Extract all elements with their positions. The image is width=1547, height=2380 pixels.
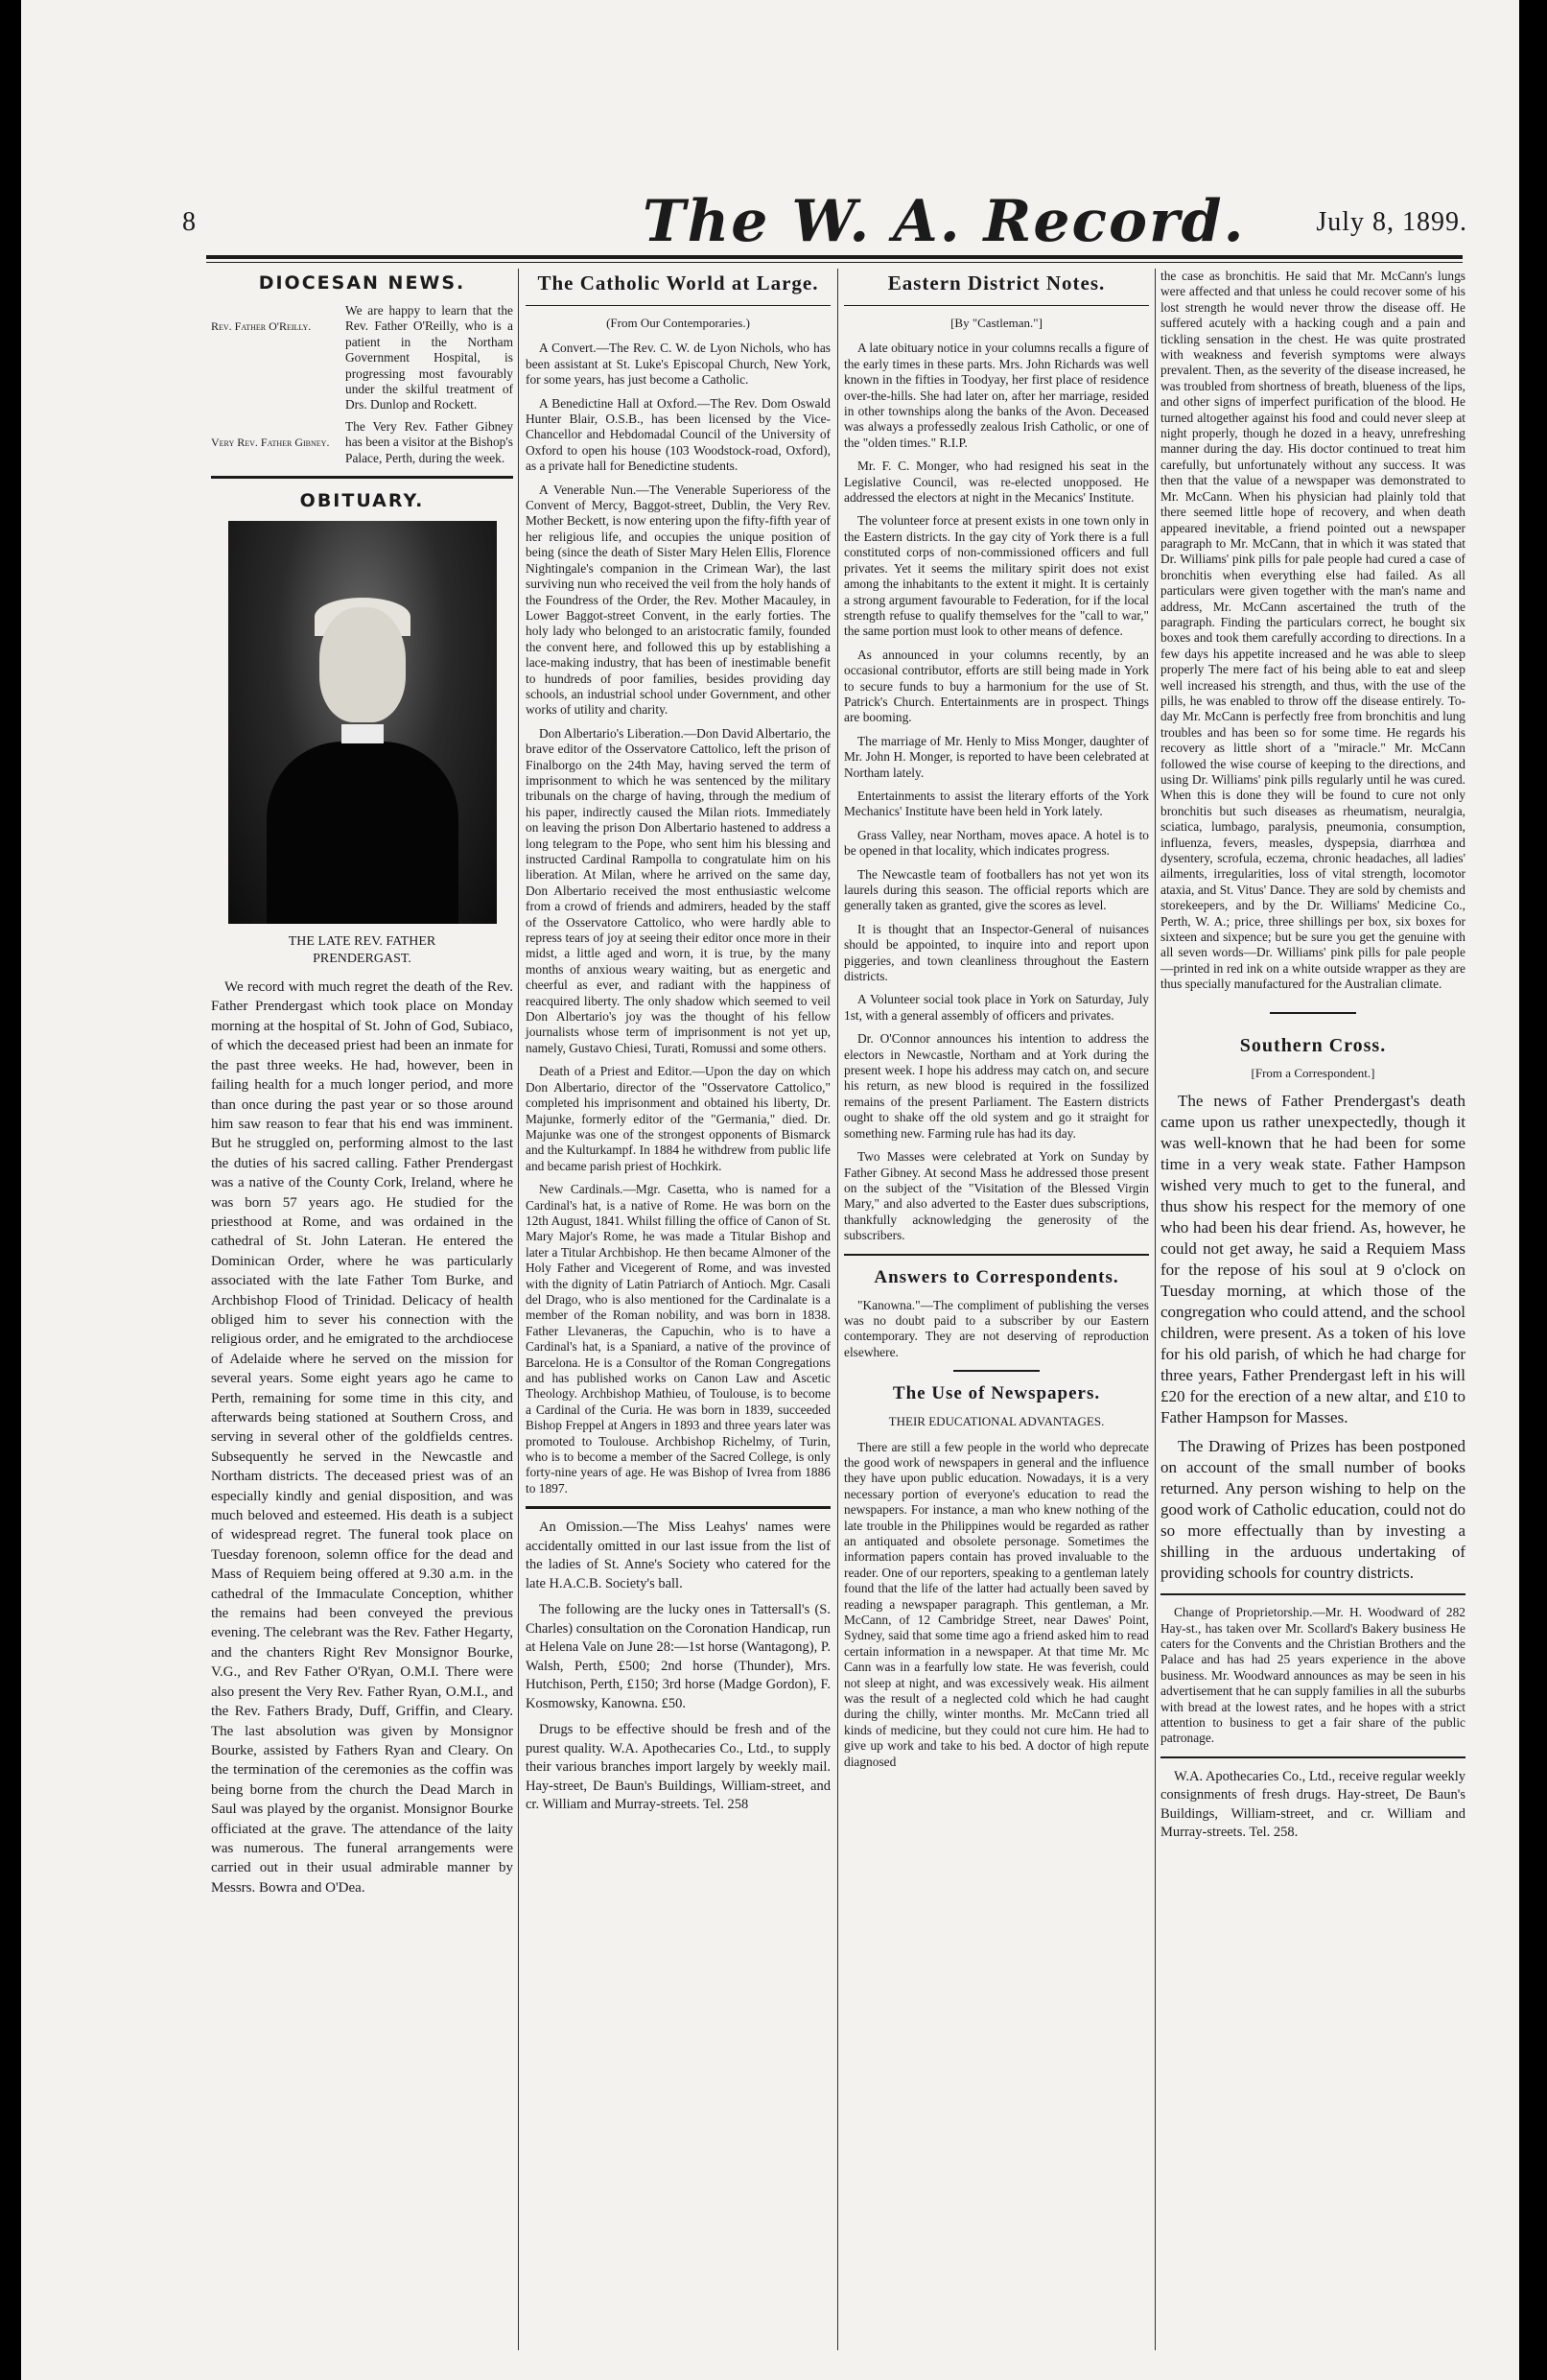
masthead [182, 188, 1467, 259]
article-paragraph: Change of Proprietorship.—Mr. H. Woodward of 282 Hay-st., has taken over Mr. Scollard's Bakery business He caters for the Convents and the Christian Brothers and the Palace and has had 25 years experience in the above business. Mr. Woodward announces as may be seen in his advertisement that he can supply families in all the suburbs with bread at the lowest rates, and he hopes with a strict attention to business to get a fair share of the public patronage. [1160, 1605, 1465, 1746]
note-label: Very Rev. Father Gibney. [211, 435, 330, 449]
article-paragraph: Grass Valley, near Northam, moves apace. A hotel is to be opened in that locality, which indicates progress. [844, 827, 1149, 859]
article-paragraph: Drugs to be effective should be fresh and of the purest quality. W.A. Apothecaries Co., Ltd., to supply their various branches import largely by weekly mail. Hay-street, De Baun's Buildings, William-street, and cr. William and Murray-streets. Tel. 258 [526, 1722, 831, 1813]
note-father-oreilly [211, 303, 513, 413]
section-divider [1160, 1593, 1465, 1595]
column-eastern-district [844, 269, 1149, 1778]
note-label: Rev. Father O'Reilly. [211, 319, 312, 333]
article-paragraph: Dr. O'Connor announces his intention to address the electors in Newcastle, Northam and at York during the present week. I hope his address may catch on, and secure his return, as new blood is required in the fossilized remains of the present Parliament. The Eastern districts ought to shake off the old system and go it straight for something new. Farming rule has had its day. [844, 1031, 1149, 1141]
note-text: We are happy to learn that the Rev. Father O'Reilly, who is a patient in the Northam Government Hospital, is progressing most favourably under the skilful treatment of Drs. Dunlop and Rockett. [345, 303, 513, 412]
article-paragraph: Two Masses were celebrated at York on Sunday by Father Gibney. At second Mass he addressed those present on the subject of the "Visitation of the Blessed Virgin Mary," and also adverted to the Easter dues subscriptions, thankfully acknowledging the generosity of the subscribers. [844, 1149, 1149, 1243]
section-divider [211, 476, 513, 479]
article-paragraph: The following are the lucky ones in Tattersall's (S. Charles) consultation on the Coronation Handicap, run at Helena Vale on June 28:—1st horse (Wantagong), P. Walsh, Perth, £500; 2nd horse (Thunder), Mrs. Hutchison, Perth, £150; 3rd horse (Madge Gordon), F. Kosmowsky, Kanowna. £50. [526, 1602, 831, 1711]
article-paragraph: New Cardinals.—Mgr. Casetta, who is named for a Cardinal's hat, is a native of Rome. He was born on the 12th August, 1841. Whilst filling the office of Canon of St. Mary Major's Rome, he was made a Titular Bishop and later a Titular Archbishop. He then became Almoner of the Holy Father and Vicegerent of Rome, and was invested with the dignity of Latin Patriarch of Antioch. Mgr. Casali del Drago, who is also mentioned for the Cardinalate is a member of the Roman nobility, and was born in 1838. Father Llevaneras, the Capuchin, who is to have a Cardinal's hat, is a Spaniard, a native of the province of Barcelona. He is a Consultor of the Roman Congregations and has published works on Canon Law and Ascetic Theology. Archbishop Mathieu, of Toulouse, is to become a Cardinal of the Curia. He was born in 1839, succeeded Bishop Freppel at Angers in 1893 and three years later was promoted to Toulouse. Archbishop Richelmy, of Turin, who is to become a member of the Sacred College, is only forty-nine years of age. He was Bishop of Ivrea from 1886 to 1897. [526, 1182, 831, 1496]
diocesan-news-heading: DIOCESAN NEWS. [258, 272, 466, 294]
article-paragraph: A Benedictine Hall at Oxford.—The Rev. Dom Oswald Hunter Blair, O.S.B., has been licensed by the Vice-Chancellor and Hebdomadal Council of the University of Oxford to open his house (103 Woodstock-road, Oxford), as a private hall for Benedictine students. [526, 395, 831, 474]
article-paragraph: As announced in your columns recently, by an occasional contributor, efforts are still being made in York to secure funds to buy a harmonium for the use of St. Patrick's Church. Entertainments are in prospect. Things are booming. [844, 647, 1149, 725]
obituary-text: We record with much regret the death of the Rev. Father Prendergast which took place on Monday morning at the hospital of St. John of God, Subiaco, of which the deceased priest had been an inmate for the past three weeks. He had, however, been in failing health for a much longer period, and more than once during the past year or so those around him saw reason to fear that his end was imminent. But he struggled on, performing almost to the last the duties of his sacred calling. Father Prendergast was a native of the County Cork, Ireland, where he was born 57 years ago. He studied for the priesthood at Rome, and was ordained in the cathedral of St. John Lateran. He entered the Dominican Order, where he was particularly associated with the late Father Tom Burke, and Archbishop Flood of Trinidad. Delicacy of health obliged him to sever his connection with the religious order, and he emigrated to the archdiocese of Adelaide where he served on the mission for several years. Some eight years ago he came to Perth, remaining for some time in this city, and afterwards being stationed at Southern Cross, and serving in several other of the goldfields centres. Subsequently he served in the Newcastle and Northam districts. The deceased priest was of an especially kindly and genial disposition, and was much beloved and esteemed. His death is a subject of widespread regret. The funeral took place on Tuesday forenoon, solemn office for the dead and Mass of Requiem being offered at 9.30 a.m. in the cathedral of the Immaculate Conception, whither the remains had been conveyed the previous evening. The celebrant was the Rev. Father Hegarty, and the chanters Right Rev Monsignor Bourke, V.G., and Rev Father O'Ryan, O.M.I. There were also present the Very Rev. Father Ryan, O.M.I., and the Rev. Fathers Brady, Duff, Griffin, and Cleary. The last absolution was given by Monsignor Bourke, assisted by Fathers Ryan and Cleary. On the termination of the ceremonies as the coffin was being borne from the church the Dead March in Saul was played by the organist. Monsignor Bourke officiated at the grave. The attendance of the laity was numerous. The funeral arrangements were carried out in their usual admirable manner by Messrs. Bowra and O'Dea. [211, 979, 513, 1896]
column-continued [1160, 269, 1465, 1850]
section-divider [1160, 1756, 1465, 1758]
newspapers-heading: The Use of Newspapers. [892, 1383, 1101, 1404]
article-paragraph: The marriage of Mr. Henly to Miss Monger, daughter of Mr. John H. Monger, is reported to have been celebrated at Northam lately. [844, 733, 1149, 780]
article-paragraph: Don Albertario's Liberation.—Don David Albertario, the brave editor of the Osservatore Cattolico, left the prison of Finalborgo on the 24th May, having served the term of imprisonment to which he was sentenced by the military tribunals on the charge of having, through the medium of his paper, indirectly caused the Milan riots. Immediately on leaving the prison Don Albertario hastened to address a long telegram to the Pope, who sent him his blessing and instructed Cardinal Rampolla to congratulate him on his liberation. At Milan, where he arrived on the same day, Don Albertario received the most enthusiastic welcome from a crowd of friends and admirers, headed by the staff of the Osservatore Cattolico, who were hardly able to repress tears of joy at seeing their editor once more in their midst, a little aged and worn, it is true, by the many months of anxious weary waiting, but as energetic and cheerful as ever, and radiant with the happiness of reacquired liberty. The only shadow which seemed to veil Don Albertario's joy was the thought of his fellow journalists whose term of imprisonment is not yet up, namely, Gustavo Chiesi, Turati, Romussi and some others. [526, 725, 832, 1055]
article-paragraph: The Drawing of Prizes has been postponed on account of the small number of books returned. Any person wishing to help on the good work of Catholic education, could not do so more effectually than by investing a shilling in the arduous undertaking of providing schools for country districts. [1160, 1437, 1465, 1583]
article-paragraph: The Newcastle team of footballers has not yet won its laurels during this season. The official reports which are generally taken as granted, give the scores as level. [844, 866, 1149, 913]
article-paragraph: Death of a Priest and Editor.—Upon the day on which Don Albertario, director of the "Osservatore Cattolico," completed his imprisonment and obtained his liberty, Dr. Majunke, formerly editor of the "Germania," died. Dr. Majunke was one of the strongest opponents of Bismarck and the Kulturkampf. In 1884 he withdrew from public life and became parish priest of Hochkirk. [526, 1064, 831, 1173]
article-paragraph: It is thought that an Inspector-General of nuisances should be appointed, to inquire into and report upon piggeries, and town cleanliness throughout the Eastern districts. [844, 921, 1149, 984]
catholic-world-heading: The Catholic World at Large. [537, 271, 819, 295]
catholic-world-subheading: (From Our Contemporaries.) [606, 316, 750, 330]
column-rule [518, 269, 519, 2350]
section-divider [844, 1254, 1149, 1256]
newspapers-subheading: THEIR EDUCATIONAL ADVANTAGES. [888, 1414, 1105, 1429]
column-catholic-world [526, 269, 831, 1823]
article-paragraph: W.A. Apothecaries Co., Ltd., receive regular weekly consignments of fresh drugs. Hay-street, De Baun's Buildings, William-street, and cr. William and Murray-streets. Tel. 258. [1160, 1768, 1465, 1841]
newspaper-title: The W. A. Record. [643, 188, 1246, 255]
answers-heading: Answers to Correspondents. [874, 1266, 1119, 1287]
obituary-heading: OBITUARY. [299, 490, 425, 512]
issue-date: July 8, 1899. [1316, 207, 1467, 237]
portrait-caption [211, 933, 513, 968]
short-rule [953, 1370, 1040, 1372]
caption-line: THE LATE REV. FATHER [288, 934, 436, 950]
note-text: The Very Rev. Father Gibney has been a visitor at the Bishop's Palace, Perth, during the week. [345, 418, 513, 465]
column-rule [1155, 269, 1156, 2350]
portrait-photo [228, 521, 497, 924]
scan-border-right [1519, 0, 1547, 2380]
article-paragraph: The volunteer force at present exists in one town only in the Eastern districts. In the gay city of York there is a full constituted corps of non-commissioned officers and full privates. Yet it seems the military spirit does not exist among the inhabitants to the extent it might. It is certainly a strong argument favourable to Federation, for if the local strength refuse to qualify themselves for the "call to war," the same portion must look to other means of defence. [844, 513, 1149, 639]
article-paragraph: There are still a few people in the world who deprecate the good work of newspapers in general and the influence they have upon public education. Nowadays, it is a very necessary portion of everyone's education to read the newspapers. For instance, a man who knew nothing of the late trouble in the Philippines would be regarded as rather an antiquated and obsolete personage. Sometimes the information papers contain has proved invaluable to the reader. One of our reporters, speaking to a gentleman lately found that the life of the latter had actually been saved by reading a newspaper paragraph. This gentleman, a Mr. McCann, of 12 Cambridge Street, near Dawes' Point, Sydney, said that some time ago a friend asked him to read certain information in a newspaper. At that time Mr. Mc Cann was in a fearfully low state. He was feverish, could not sleep at night, and was excessively weak. His ailment was the result of a neglected cold which he had caught during the chilly, winter months. Mr. McCann tried all kinds of medicine, but they could not cure him. He had to give up work and take to his bed. A doctor of high repute diagnosed [844, 1439, 1149, 1769]
eastern-district-byline: [By "Castleman."] [950, 316, 1043, 330]
column-diocesan-obituary [211, 269, 513, 1905]
article-paragraph: the case as bronchitis. He said that Mr. McCann's lungs were affected and that unless he could recover some of his lost strength he would never throw the disease off. He suffered acutely with a hacking cough and a pain and tickling sensation in the chest. He was quite prostrated with weakness and feverish symptoms were always prevalent. Then, as the severity of the disease increased, he was troubled from shortness of breath, blueness of the lips, and other signs of imperfect purification of the blood. He turned altogether against his food and could never sleep at night properly, though he dozed in a heavy, unrefreshing manner during the day. His doctor continued to treat him carefully, but unfortunately without any success. It was then that the value of a newspaper was demonstrated to Mr. McCann. When his physician had plainly told that there seemed little hope of recovery, and when death appeared inevitable, a friend pointed out a newspaper paragraph to Mr. McCann, that in which it was stated that Dr. Williams' pink pills for pale people had cured a case of bronchitis when everything else had failed. As all particulars were given together with the man's name and address, Mr. McCann ascertained the truth of the paragraph. Finding the particulars correct, he bought six boxes and took them carefully according to directions. In a few days his appetite increased and he was able to sleep properly The mere fact of his being able to eat and sleep well increased his strength, and thus, with the use of the pills, he was enabled to throw off the disease entirely. To-day Mr. McCann is perfectly free from bronchitis and lung troubles and has been so for some time. He regards his recovery as little short of a "miracle." Mr. McCann followed the wise course of keeping to the directions, and using Dr. Williams' pink pills regularly until he was cured. When this is done they will be found to cure not only bronchitis but such diseases as rheumatism, neuralgia, sciatica, lumbago, paralysis, pneumonia, consumption, influenza, fevers, measles, dyspepsia, diarrhœa and dysentery, scrofula, eczema, chronic headaches, all ladies' ailments, irregularities, loss of vital strength, locomotor ataxia, and St. Vitus' Dance. They are sold by chemists and storekeepers, and by the Dr. Williams' Medicine Co., Perth, W. A.; price, three shillings per box, six boxes for sixteen and sixpence; but be sure you get the genuine with all seven words—Dr. Williams' pink pills for pale people—printed in red ink on a white outside wrapper as they are thus specially manufactured for the Australian climate. [1160, 269, 1465, 992]
article-paragraph: A Convert.—The Rev. C. W. de Lyon Nichols, who has been assistant at St. Luke's Episcopal Church, New York, for some years, has just become a Catholic. [526, 341, 831, 388]
masthead-rule [206, 255, 1463, 259]
southern-cross-text [1160, 1091, 1465, 1584]
article-paragraph: The news of Father Prendergast's death came upon us rather unexpectedly, though it was well-known that he had been for some time in a very weak state. Father Hampson wished very much to get to the funeral, and thus show his respect for the memory of one who had been his dear friend. As, however, he could not get away, he said a Requiem Mass for the repose of his soul at 9 o'clock on Tuesday morning, at which those of the congregation who could attend, and the school children, were present. As a token of his love for his old parish, of which he had charge for three years, Father Prendergast left in his will £20 for the erection of a new altar, and £10 to Father Hampson for Masses. [1160, 1092, 1465, 1427]
article-paragraph: A Volunteer social took place in York on Saturday, July 1st, with a general assembly of officers and privates. [844, 992, 1149, 1023]
answers-text: "Kanowna."—The compliment of publishing the verses was no doubt paid to a subscriber by our Eastern contemporary. They are not deserving of reproduction elsewhere. [844, 1297, 1149, 1359]
southern-cross-heading: Southern Cross. [1239, 1034, 1387, 1056]
heading-rule [526, 305, 831, 306]
page-number: 8 [182, 207, 196, 237]
masthead-rule-thin [206, 262, 1463, 263]
article-paragraph: A late obituary notice in your columns recalls a figure of the early times in these parts. Mrs. John Richards was well known in the fifties in Toodyay, her first place of residence over-the-hills. She had later on, after her marriage, resided in other townships along the banks of the Avon. Deceased was always a professedly zealous Irish Catholic, or one of the "olden times." R.I.P. [844, 341, 1149, 450]
article-paragraph: A Venerable Nun.—The Venerable Superioress of the Convent of Mercy, Baggot-street, Dublin, the Very Rev. Mother Beckett, is now entering upon the fifty-fifth year of her religious life, and occupies the unique position of being (since the death of Sister Mary Helen Ellis, Florence Nightingale's companion in the Crimean War), the last surviving nun who received the veil from the holy hands of the Foundress of the Order, the Rev. Mother Macauley, in Lower Baggot-street Convent, in the early forties. The holy lady who belonged to an aristocratic family, founded the convent here, and followed this up by establishing a lace-making industry, that has been of inestimable benefit to hundreds of poor families, besides providing day schools, an industrial school under Government, and other works of utility and charity. [526, 482, 831, 718]
section-divider [526, 1506, 831, 1509]
scan-border-left [0, 0, 21, 2380]
heading-rule [844, 305, 1149, 306]
article-paragraph: Mr. F. C. Monger, who had resigned his seat in the Legislative Council, was re-elected unopposed. He addressed the electors at night in the Mecanics' Institute. [844, 459, 1149, 506]
note-father-gibney [211, 419, 513, 466]
article-paragraph: An Omission.—The Miss Leahys' names were accidentally omitted in our last issue from the list of the ladies of St. Anne's Society who catered for the late H.A.C.B. Society's ball. [526, 1520, 831, 1591]
short-rule [1270, 1012, 1356, 1014]
article-paragraph: Entertainments to assist the literary efforts of the York Mechanics' Institute have been held in York lately. [844, 788, 1149, 819]
eastern-district-heading: Eastern District Notes. [887, 271, 1106, 295]
caption-line: PRENDERGAST. [313, 952, 411, 967]
southern-cross-subheading: [From a Correspondent.] [1251, 1065, 1375, 1080]
column-rule [837, 269, 838, 2350]
